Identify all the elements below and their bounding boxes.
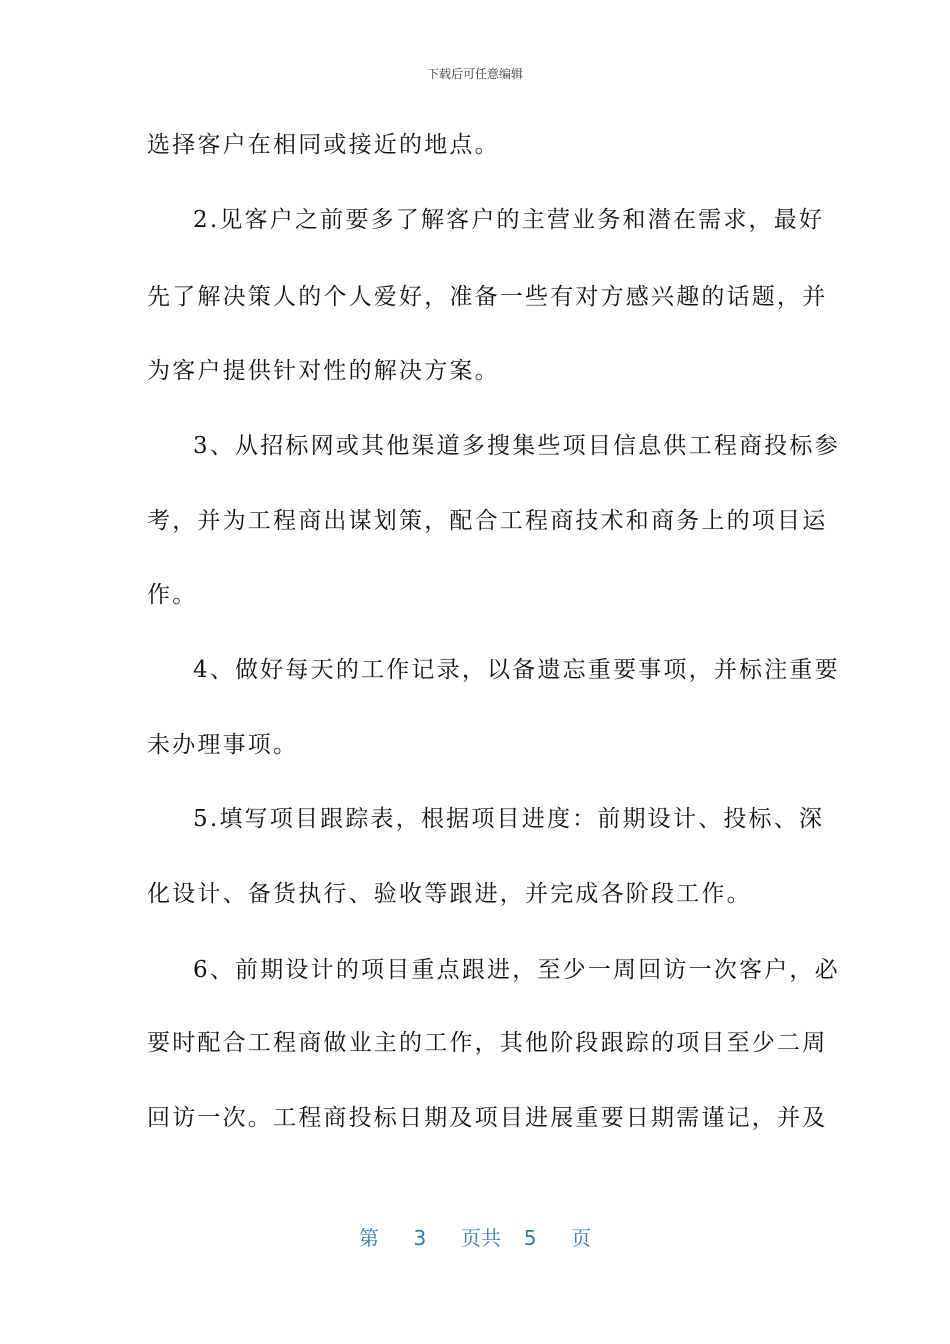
page-header: 下载后可任意编辑 — [426, 67, 523, 81]
text-line: 3、从招标网或其他渠道多搜集些项目信息供工程商投标参 — [193, 433, 840, 459]
footer-label-ye-gong: 页共 — [461, 1226, 501, 1250]
current-page-number: 3 — [413, 1226, 427, 1250]
text-line: 为客户提供针对性的解决方案。 — [147, 358, 500, 384]
text-line: 化设计、备货执行、验收等跟进，并完成各阶段工作。 — [147, 881, 752, 907]
text-line: 6、前期设计的项目重点跟进，至少一周回访一次客户，必 — [193, 957, 840, 983]
text-line: 选择客户在相同或接近的地点。 — [147, 132, 500, 158]
text-line: 作。 — [147, 582, 198, 608]
text-line: 考，并为工程商出谋划策，配合工程商技术和商务上的项目运 — [147, 508, 828, 534]
text-line: 回访一次。工程商投标日期及项目进展重要日期需谨记，并及 — [147, 1105, 828, 1131]
text-line: 2.见客户之前要多了解客户的主营业务和潜在需求，最好 — [193, 207, 825, 233]
text-line: 未办理事项。 — [147, 732, 299, 758]
text-line: 5.填写项目跟踪表，根据项目进度：前期设计、投标、深 — [193, 806, 825, 832]
text-line: 先了解决策人的个人爱好，准备一些有对方感兴趣的话题，并 — [147, 284, 828, 310]
total-pages-number: 5 — [523, 1226, 537, 1250]
page-footer — [0, 1225, 950, 1251]
footer-label-ye: 页 — [571, 1226, 592, 1250]
text-line: 要时配合工程商做业主的工作，其他阶段跟踪的项目至少二周 — [147, 1030, 828, 1056]
footer-label-di: 第 — [358, 1226, 379, 1250]
text-line: 4、做好每天的工作记录，以备遗忘重要事项，并标注重要 — [193, 657, 840, 683]
